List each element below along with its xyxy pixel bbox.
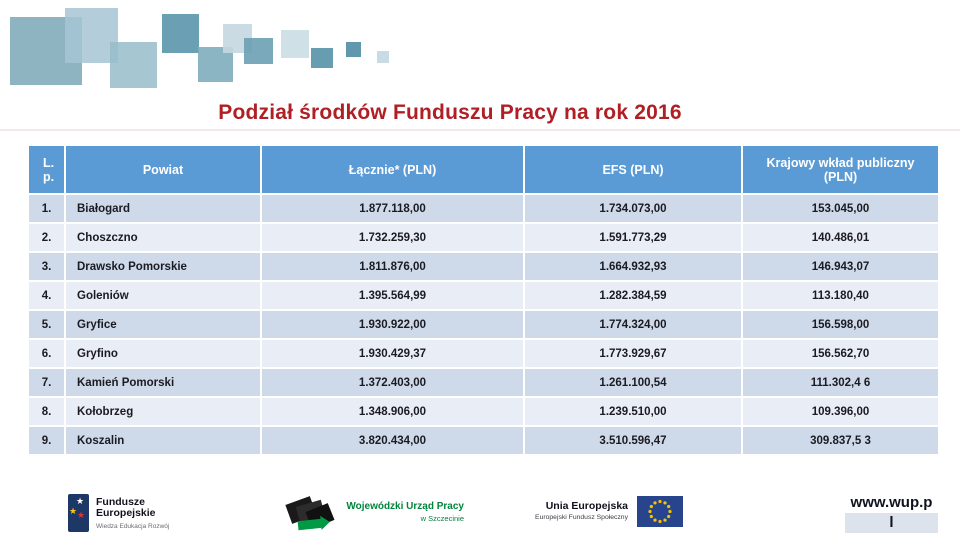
decor-square	[311, 48, 333, 68]
cell-krajowy: 140.486,01	[742, 223, 939, 252]
decor-square	[346, 42, 361, 57]
star-icon: ★	[76, 496, 85, 506]
decorative-squares	[0, 0, 420, 100]
table-row	[28, 194, 939, 223]
website-link[interactable]	[845, 492, 938, 533]
fundusze-logo-title-line1: Fundusze	[96, 496, 145, 508]
cell-efs: 3.510.596,47	[524, 426, 742, 455]
table-row	[28, 339, 939, 368]
eu-flag-icon	[637, 496, 683, 527]
table-row	[28, 252, 939, 281]
col-header-lacznie: Łącznie* (PLN)	[261, 145, 524, 194]
website-text-line1: www.wup.p	[850, 494, 933, 511]
cell-lp: 1.	[28, 194, 65, 223]
cell-lacznie: 1.930.429,37	[261, 339, 524, 368]
cell-krajowy: 309.837,5 3	[742, 426, 939, 455]
cell-efs: 1.773.929,67	[524, 339, 742, 368]
col-header-krajowy: Krajowy wkład publiczny (PLN)	[742, 145, 939, 194]
unia-europejska-logo	[528, 496, 683, 527]
cell-lacznie: 1.930.922,00	[261, 310, 524, 339]
cell-krajowy: 111.302,4 6	[742, 368, 939, 397]
cell-powiat: Choszczno	[65, 223, 261, 252]
col-header-lp: L. p.	[28, 145, 65, 194]
fundusze-logo-title-line2: Europejskie	[96, 507, 156, 519]
cell-lacznie: 1.348.906,00	[261, 397, 524, 426]
cell-lp: 7.	[28, 368, 65, 397]
table-row	[28, 368, 939, 397]
table-row	[28, 310, 939, 339]
table-row	[28, 281, 939, 310]
cell-powiat: Białogard	[65, 194, 261, 223]
footer-logo-strip	[0, 488, 960, 540]
title-divider	[0, 129, 960, 131]
cell-efs: 1.261.100,54	[524, 368, 742, 397]
cell-lacznie: 1.732.259,30	[261, 223, 524, 252]
decor-square	[281, 30, 309, 58]
cell-lp: 5.	[28, 310, 65, 339]
table-row	[28, 223, 939, 252]
cell-efs: 1.239.510,00	[524, 397, 742, 426]
wup-logo-subtitle: w Szczecinie	[420, 514, 464, 523]
col-header-efs: EFS (PLN)	[524, 145, 742, 194]
website-text-line2: l	[845, 513, 938, 533]
cell-powiat: Gryfino	[65, 339, 261, 368]
decor-square	[244, 38, 273, 64]
col-header-powiat: Powiat	[65, 145, 261, 194]
ue-logo-title: Unia Europejska	[545, 500, 628, 512]
funds-table	[27, 144, 938, 456]
cell-lp: 2.	[28, 223, 65, 252]
decor-square	[110, 42, 157, 88]
fundusze-europejskie-flag-icon	[68, 494, 89, 532]
cell-lacznie: 1.372.403,00	[261, 368, 524, 397]
cell-efs: 1.282.384,59	[524, 281, 742, 310]
cell-powiat: Koszalin	[65, 426, 261, 455]
cell-powiat: Kamień Pomorski	[65, 368, 261, 397]
cell-krajowy: 146.943,07	[742, 252, 939, 281]
cell-lacznie: 1.395.564,99	[261, 281, 524, 310]
cell-lp: 8.	[28, 397, 65, 426]
cell-lp: 4.	[28, 281, 65, 310]
cell-lp: 3.	[28, 252, 65, 281]
cell-krajowy: 156.598,00	[742, 310, 939, 339]
page-title: Podział środków Funduszu Pracy na rok 2016	[218, 101, 682, 124]
star-icon: ★	[77, 510, 86, 520]
cell-lacznie: 1.811.876,00	[261, 252, 524, 281]
cell-powiat: Goleniów	[65, 281, 261, 310]
cell-powiat: Kołobrzeg	[65, 397, 261, 426]
cell-efs: 1.734.073,00	[524, 194, 742, 223]
cell-krajowy: 109.396,00	[742, 397, 939, 426]
wup-arrow-icon	[298, 519, 323, 530]
cell-efs: 1.774.324,00	[524, 310, 742, 339]
decor-square	[377, 51, 389, 63]
table-header-row	[28, 145, 939, 194]
cell-krajowy: 156.562,70	[742, 339, 939, 368]
cell-lp: 9.	[28, 426, 65, 455]
wup-logo-title: Wojewódzki Urząd Pracy	[346, 501, 464, 512]
cell-krajowy: 153.045,00	[742, 194, 939, 223]
cell-lacznie: 1.877.118,00	[261, 194, 524, 223]
cell-lacznie: 3.820.434,00	[261, 426, 524, 455]
cell-efs: 1.664.932,93	[524, 252, 742, 281]
fundusze-logo-subtitle: Wiedza Edukacja Rozwój	[96, 523, 170, 530]
ue-logo-subtitle: Europejski Fundusz Społeczny	[535, 514, 628, 521]
wup-griffin-icon	[286, 496, 338, 534]
decor-square	[162, 14, 199, 53]
star-icon: ★	[69, 506, 78, 516]
wup-logo	[286, 496, 464, 534]
fundusze-europejskie-logo	[68, 494, 169, 532]
cell-efs: 1.591.773,29	[524, 223, 742, 252]
table-row	[28, 397, 939, 426]
cell-krajowy: 113.180,40	[742, 281, 939, 310]
cell-powiat: Gryfice	[65, 310, 261, 339]
table-row	[28, 426, 939, 455]
cell-powiat: Drawsko Pomorskie	[65, 252, 261, 281]
cell-lp: 6.	[28, 339, 65, 368]
